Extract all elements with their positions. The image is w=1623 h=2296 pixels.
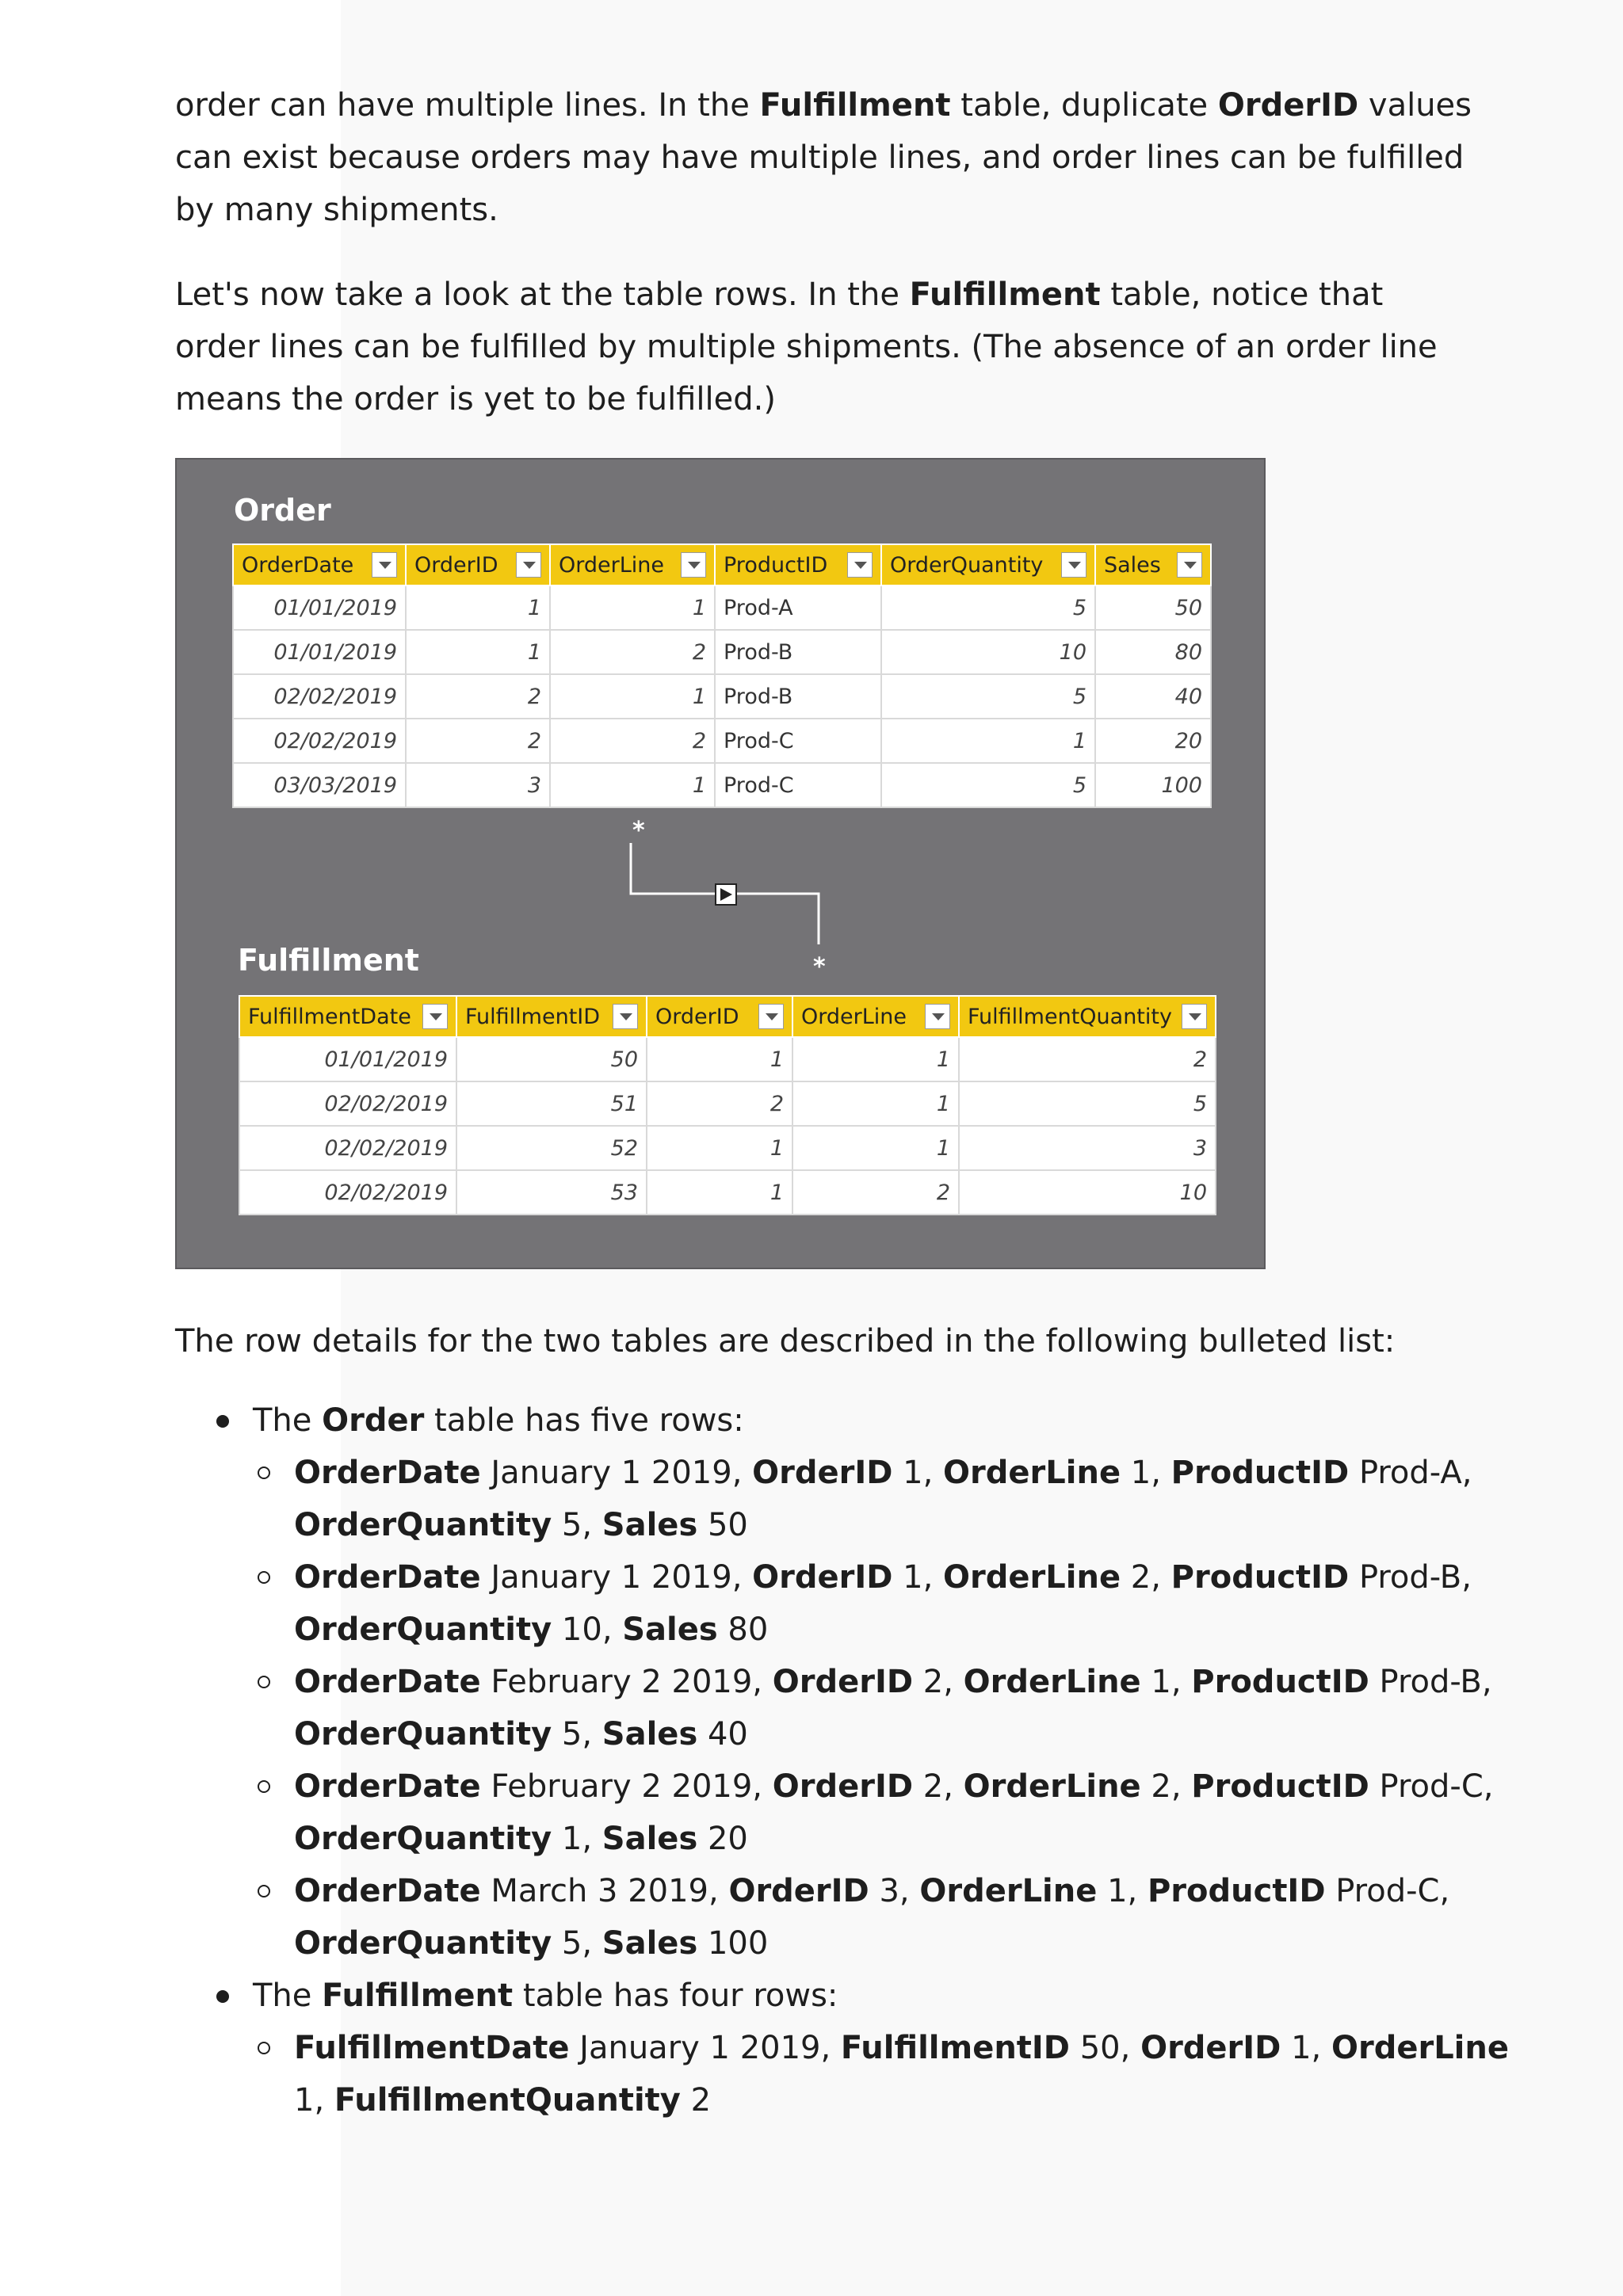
table-cell: 51 <box>456 1081 647 1126</box>
field-value: 1, <box>892 1455 944 1491</box>
field-value: Prod-A, <box>1349 1455 1472 1491</box>
field-name: OrderDate <box>294 1768 481 1805</box>
field-name: ProductID <box>1191 1664 1369 1700</box>
field-name: OrderQuantity <box>294 1925 552 1962</box>
table-row <box>239 1126 1216 1170</box>
field-name: OrderID <box>772 1664 914 1700</box>
field-name: Sales <box>601 1925 698 1962</box>
list-item <box>253 1760 1522 1865</box>
table-cell: 1 <box>792 1081 959 1126</box>
column-header[interactable] <box>647 996 792 1037</box>
field-name: OrderQuantity <box>294 1507 552 1543</box>
table-cell: Prod-B <box>715 630 881 674</box>
field-value: 2, <box>913 1664 964 1700</box>
fulfillment-list-item: The Fulfillment table has four rows: FulfillmentDate January 1 2019, FulfillmentID 50, OrderID 1, OrderLine 1, FulfillmentQuantity 2 <box>175 1970 1522 2126</box>
list-item <box>253 2022 1522 2126</box>
column-header[interactable] <box>959 996 1216 1037</box>
field-value: 5, <box>552 1925 602 1962</box>
filter-dropdown-icon[interactable] <box>613 1004 638 1029</box>
field-name: ProductID <box>1191 1768 1369 1805</box>
table-cell: 100 <box>1095 763 1211 807</box>
field-value: Prod-B, <box>1349 1559 1472 1596</box>
field-name: OrderLine <box>963 1768 1141 1805</box>
field-name: OrderLine <box>1331 2030 1509 2066</box>
table-cell: 2 <box>792 1170 959 1215</box>
column-header-label: Sales <box>1104 552 1161 578</box>
field-value: February 2 2019, <box>480 1664 773 1700</box>
table-cell: 2 <box>550 630 715 674</box>
field-name: ProductID <box>1147 1873 1326 1909</box>
intro-paragraph-1: order can have multiple lines. In the Fulfillment table, duplicate OrderID values can exist because orders may have multiple lines, and order lines can be fulfilled by many shipments. <box>175 87 1472 228</box>
field-value: 5, <box>552 1507 602 1543</box>
field-value: 1, <box>1140 1664 1192 1700</box>
table-cell: 3 <box>959 1126 1216 1170</box>
field-name: Sales <box>622 1611 718 1648</box>
order-rows-sublist <box>253 1447 1522 1970</box>
table-cell: 02/02/2019 <box>239 1081 456 1126</box>
field-name: OrderQuantity <box>294 1821 552 1857</box>
table-cell: 1 <box>647 1170 792 1215</box>
fulfillment-rows-sublist <box>253 2022 1522 2126</box>
table-cell: Prod-C <box>715 763 881 807</box>
field-value: January 1 2019, <box>480 1455 753 1491</box>
field-value: 2, <box>1121 1559 1171 1596</box>
relationship-figure <box>175 458 1266 1269</box>
list-item <box>253 1551 1522 1656</box>
field-value: 1, <box>1097 1873 1148 1909</box>
table-cell: 1 <box>550 763 715 807</box>
field-value: 50, <box>1070 2030 1141 2066</box>
list-item <box>253 1447 1522 1551</box>
table-cell: 2 <box>550 719 715 763</box>
field-name: OrderLine <box>919 1873 1098 1909</box>
field-name: OrderDate <box>294 1873 481 1909</box>
table-cell: 1 <box>550 585 715 630</box>
filter-dropdown-icon[interactable] <box>422 1004 448 1029</box>
field-name: OrderID <box>752 1559 893 1596</box>
table-cell: 10 <box>959 1170 1216 1215</box>
table-cell: 5 <box>959 1081 1216 1126</box>
table-cell: 1 <box>647 1126 792 1170</box>
field-value: 1, <box>1121 1455 1171 1491</box>
filter-dropdown-icon[interactable] <box>925 1004 950 1029</box>
field-value: 1, <box>1281 2030 1331 2066</box>
table-cell: 20 <box>1095 719 1211 763</box>
field-name: FulfillmentQuantity <box>334 2082 681 2119</box>
order-list-item: The Order table has five rows: OrderDate January 1 2019, OrderID 1, OrderLine 1, ProductID Prod-A, OrderQuantity 5, Sales 50 OrderDate January 1 2019, OrderID 1, OrderLine 2, ProductID Prod-B, OrderQuantity 10, Sales 80 OrderDate February 2 2019, OrderID 2, OrderLine 1, ProductID Prod-B, OrderQuantity 5, Sales 40 OrderDate February 2 2019, OrderID 2, OrderLine 2, ProductID Prod-C, OrderQuantity 1, Sales 20 OrderDate March 3 2019, OrderID 3, OrderLine 1, ProductID Prod-C, OrderQuantity 5, Sales 100 <box>175 1394 1522 1970</box>
field-value: 2, <box>913 1768 964 1805</box>
field-name: OrderQuantity <box>294 1716 552 1753</box>
order-table-title: Order <box>234 493 331 528</box>
table-cell: 03/03/2019 <box>233 763 406 807</box>
table-cell: 5 <box>881 674 1095 719</box>
field-name: OrderLine <box>943 1455 1121 1491</box>
table-row <box>239 1081 1216 1126</box>
table-cell: 53 <box>456 1170 647 1215</box>
table-row <box>239 1170 1216 1215</box>
column-header-label: FulfillmentQuantity <box>968 1004 1172 1029</box>
column-header[interactable] <box>792 996 959 1037</box>
table-cell: 3 <box>406 763 550 807</box>
field-name: Sales <box>601 1821 698 1857</box>
field-value: 20 <box>697 1821 748 1857</box>
table-cell: 1 <box>881 719 1095 763</box>
table-cell: 1 <box>647 1037 792 1081</box>
field-name: OrderQuantity <box>294 1611 552 1648</box>
table-row <box>239 1037 1216 1081</box>
intro-paragraph-2: Let's now take a look at the table rows. In the Fulfillment table, notice that order lines can be fulfilled by multiple shipments. (The absence of an order line means the order is yet to be fulfilled.) <box>175 277 1438 418</box>
field-name: OrderID <box>772 1768 914 1805</box>
table-cell: 1 <box>406 585 550 630</box>
field-value: Prod-C, <box>1325 1873 1450 1909</box>
column-header-label: ProductID <box>724 552 828 578</box>
table-cell: 02/02/2019 <box>239 1170 456 1215</box>
field-name: OrderLine <box>963 1664 1141 1700</box>
table-cell: 50 <box>1095 585 1211 630</box>
table-cell: 2 <box>959 1037 1216 1081</box>
cardinality-many-bottom: * <box>813 953 826 981</box>
filter-dropdown-icon[interactable] <box>1182 1004 1207 1029</box>
table-cell: Prod-A <box>715 585 881 630</box>
table-cell: 1 <box>792 1037 959 1081</box>
table-cell: 5 <box>881 585 1095 630</box>
column-header-label: OrderLine <box>801 1004 907 1029</box>
field-value: 2, <box>1140 1768 1192 1805</box>
field-value: Prod-C, <box>1369 1768 1494 1805</box>
cardinality-many-top: * <box>632 817 645 845</box>
column-header[interactable] <box>239 996 456 1037</box>
table-cell: Prod-B <box>715 674 881 719</box>
field-name: Sales <box>601 1507 698 1543</box>
column-header[interactable] <box>456 996 647 1037</box>
table-cell: 02/02/2019 <box>233 719 406 763</box>
field-value: January 1 2019, <box>480 1559 753 1596</box>
list-item <box>253 1865 1522 1970</box>
summary-paragraph: The row details for the two tables are described in the following bulleted list: <box>175 1323 1396 1360</box>
column-header-label: FulfillmentID <box>465 1004 601 1029</box>
column-header-label: OrderLine <box>559 552 664 578</box>
table-cell: 02/02/2019 <box>239 1126 456 1170</box>
column-header-label: FulfillmentDate <box>248 1004 411 1029</box>
table-cell: 50 <box>456 1037 647 1081</box>
field-value: March 3 2019, <box>480 1873 729 1909</box>
field-value: 50 <box>697 1507 748 1543</box>
fulfillment-table-title: Fulfillment <box>238 943 419 978</box>
field-value: 1, <box>552 1821 602 1857</box>
table-cell: 02/02/2019 <box>233 674 406 719</box>
field-name: Sales <box>601 1716 698 1753</box>
table-cell: 1 <box>550 674 715 719</box>
table-cell: 2 <box>406 674 550 719</box>
field-name: FulfillmentID <box>840 2030 1071 2066</box>
field-value: 80 <box>717 1611 769 1648</box>
table-cell: 52 <box>456 1126 647 1170</box>
table-cell: 2 <box>647 1081 792 1126</box>
field-value: 2 <box>680 2082 712 2119</box>
row-details-list <box>175 1394 1522 2126</box>
table-cell: 40 <box>1095 674 1211 719</box>
table-cell: Prod-C <box>715 719 881 763</box>
table-cell: 2 <box>406 719 550 763</box>
column-header-label: OrderID <box>655 1004 739 1029</box>
field-value: 10, <box>552 1611 623 1648</box>
field-name: ProductID <box>1170 1455 1350 1491</box>
field-name: OrderDate <box>294 1664 481 1700</box>
field-value: February 2 2019, <box>480 1768 773 1805</box>
table-cell: 1 <box>406 630 550 674</box>
table-cell: 80 <box>1095 630 1211 674</box>
field-name: OrderDate <box>294 1559 481 1596</box>
field-value: January 1 2019, <box>569 2030 841 2066</box>
list-item <box>253 1656 1522 1760</box>
field-value: 3, <box>869 1873 920 1909</box>
field-name: OrderID <box>728 1873 869 1909</box>
column-header-label: OrderDate <box>242 552 354 578</box>
column-header-label: OrderQuantity <box>890 552 1044 578</box>
field-value: 1, <box>892 1559 944 1596</box>
field-name: OrderDate <box>294 1455 481 1491</box>
table-cell: 01/01/2019 <box>233 585 406 630</box>
field-value: Prod-B, <box>1369 1664 1492 1700</box>
field-name: FulfillmentDate <box>294 2030 570 2066</box>
field-name: OrderID <box>752 1455 893 1491</box>
field-value: 1, <box>294 2082 334 2119</box>
field-value: 100 <box>697 1925 769 1962</box>
table-cell: 5 <box>881 763 1095 807</box>
table-cell: 1 <box>792 1126 959 1170</box>
field-name: OrderID <box>1140 2030 1281 2066</box>
column-header-label: OrderID <box>414 552 498 578</box>
field-name: OrderLine <box>943 1559 1121 1596</box>
field-value: 40 <box>697 1716 748 1753</box>
table-cell: 01/01/2019 <box>233 630 406 674</box>
fulfillment-table <box>239 995 1216 1215</box>
table-cell: 01/01/2019 <box>239 1037 456 1081</box>
filter-dropdown-icon[interactable] <box>758 1004 784 1029</box>
field-value: 5, <box>552 1716 602 1753</box>
table-cell: 10 <box>881 630 1095 674</box>
field-name: ProductID <box>1170 1559 1350 1596</box>
